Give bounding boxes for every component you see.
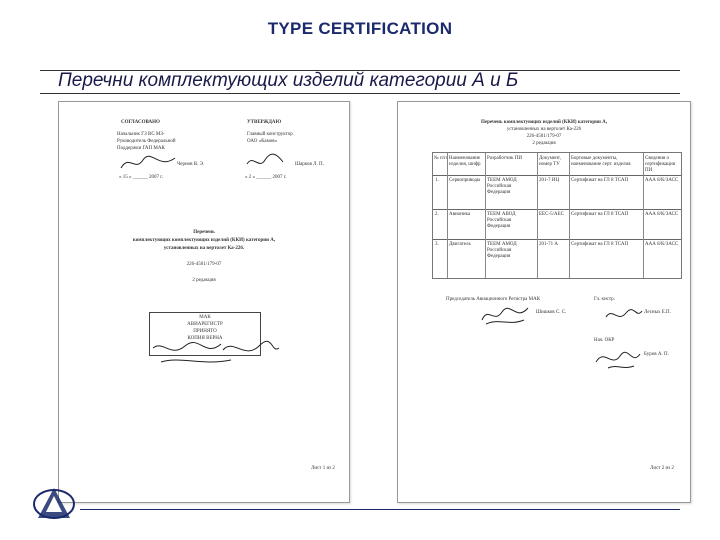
footer-name-3: Буров А. П.	[644, 352, 669, 357]
doc-heading-3: установленных на вертолет Ка-226.	[163, 246, 245, 251]
slide-title: TYPE CERTIFICATION	[267, 19, 453, 38]
signature-chairman	[480, 302, 530, 328]
right-block-line: ОАО «Камов»	[247, 139, 278, 144]
table-cell: ЕЕС-5/АЕС	[539, 212, 564, 217]
signature-right	[245, 150, 285, 172]
left-block-line: Руководитель Федеральной	[117, 139, 176, 144]
table-cell: Двигатель	[449, 242, 471, 247]
page-number: Лист 1 из 2	[311, 466, 335, 471]
left-date: « 15 » ______ 2007 г.	[119, 175, 163, 180]
stamp-line: МАК	[199, 315, 211, 320]
footer-name-1: Шишков С. С.	[536, 310, 567, 315]
table-cell: ТЕЕМ АВОД Российская Федерация	[487, 212, 516, 229]
footer-label-2: Гл. кнстр.	[594, 297, 615, 302]
signature-okr-head	[594, 346, 642, 372]
doc-heading-2: комплектующих комплектующих изделий (ККИ) категории А,	[132, 238, 276, 243]
table-header: Сведения о сертификации ПИ	[645, 156, 676, 173]
doc-number: 226-4501/179-07	[186, 262, 222, 267]
right-date: « 2 » ______ 2007 г.	[245, 175, 287, 180]
doc-edition: 2 редакция	[192, 278, 216, 283]
doc-header-4: 2 редакция	[532, 141, 556, 146]
approval-left-label: СОГЛАСОВАНО	[121, 120, 160, 125]
table-col-rule	[537, 153, 538, 278]
doc-header-2: установленных на вертолет Ка-226	[506, 127, 582, 132]
right-signatory: Шарков Л. П.	[295, 162, 324, 167]
table-col-rule	[569, 153, 570, 278]
right-block-line: Главный конструктор	[247, 132, 293, 137]
table-cell: Сертификат на ГЛ 8 ТСАП	[571, 212, 629, 217]
footer-label-3: Нач. ОКР	[594, 338, 615, 343]
slide-subtitle: Перечни комплектующих изделий категории А и Б	[58, 70, 519, 91]
table-cell: Сервоприводы	[449, 178, 481, 183]
subtitle-rule	[40, 93, 680, 94]
components-table	[432, 152, 682, 279]
stamp-line: КОПИЯ ВЕРНА	[187, 336, 223, 341]
table-cell: 2.	[435, 212, 439, 217]
table-cell: ТЕЕМ АМОД Российская Федерация	[487, 178, 517, 195]
doc-header-1: Перечень комплектующих изделий (ККИ) категории А,	[480, 120, 607, 125]
table-cell: 1.	[435, 178, 439, 183]
table-col-rule	[643, 153, 644, 278]
table-header: Наименование изделия, шифр	[449, 156, 481, 167]
left-block-line: Поддержки ГАП МАК	[117, 146, 165, 151]
stamp-line: ПРИНЯТО	[193, 329, 217, 334]
table-cell: Сертификат на ГЛ 8 ТСАП	[571, 242, 629, 247]
signature-left	[119, 152, 179, 174]
footer-rule	[80, 509, 680, 510]
page-number: Лист 2 из 2	[650, 466, 674, 471]
doc-heading-1: Перечень	[193, 230, 215, 235]
doc-header-3: 226-4501/179-07	[526, 134, 562, 139]
footer-label-1: Председатель Авиационного Регистра МАК	[446, 297, 541, 302]
footer-name-2: Лесных Е.П.	[644, 310, 671, 315]
table-cell: 3.	[435, 242, 439, 247]
stamp-signature	[151, 338, 281, 368]
signature-chief-designer	[604, 305, 644, 325]
left-block-line: Начальник ГЗ ВС МЗ-	[117, 132, 165, 137]
table-cell: 201-7 ИЦ	[539, 178, 560, 183]
table-header: Разработчик ПИ	[487, 156, 522, 161]
table-cell: Сертификат на ГЛ 8 ТСАП	[571, 178, 629, 183]
table-header: № п/п	[434, 156, 447, 161]
table-cell: ТЕЕМ АМОД Российская Федерация	[487, 242, 517, 259]
table-cell: ААА 8/К/ЗАСС	[645, 242, 679, 247]
table-cell: Авионика	[449, 212, 471, 217]
table-cell: ААА 8/К/ЗАСС	[645, 212, 679, 217]
table-cell: ААА 8/К/ЗАСС	[645, 178, 679, 183]
left-signatory: Чернов В. Э.	[177, 162, 205, 167]
table-header: Документ, номер ТУ	[539, 156, 561, 167]
company-logo-icon	[30, 478, 78, 526]
table-cell: 201-71 А	[539, 242, 559, 247]
approval-right-label: УТВЕРЖДАЮ	[247, 120, 282, 125]
table-col-rule	[447, 153, 448, 278]
document-page-left	[58, 101, 350, 503]
table-col-rule	[485, 153, 486, 278]
stamp-line: АВИАРЕГИСТР	[187, 322, 223, 327]
document-page-right	[397, 101, 691, 503]
table-header: Бортовые документы, наименование серт. изделия	[571, 156, 631, 167]
